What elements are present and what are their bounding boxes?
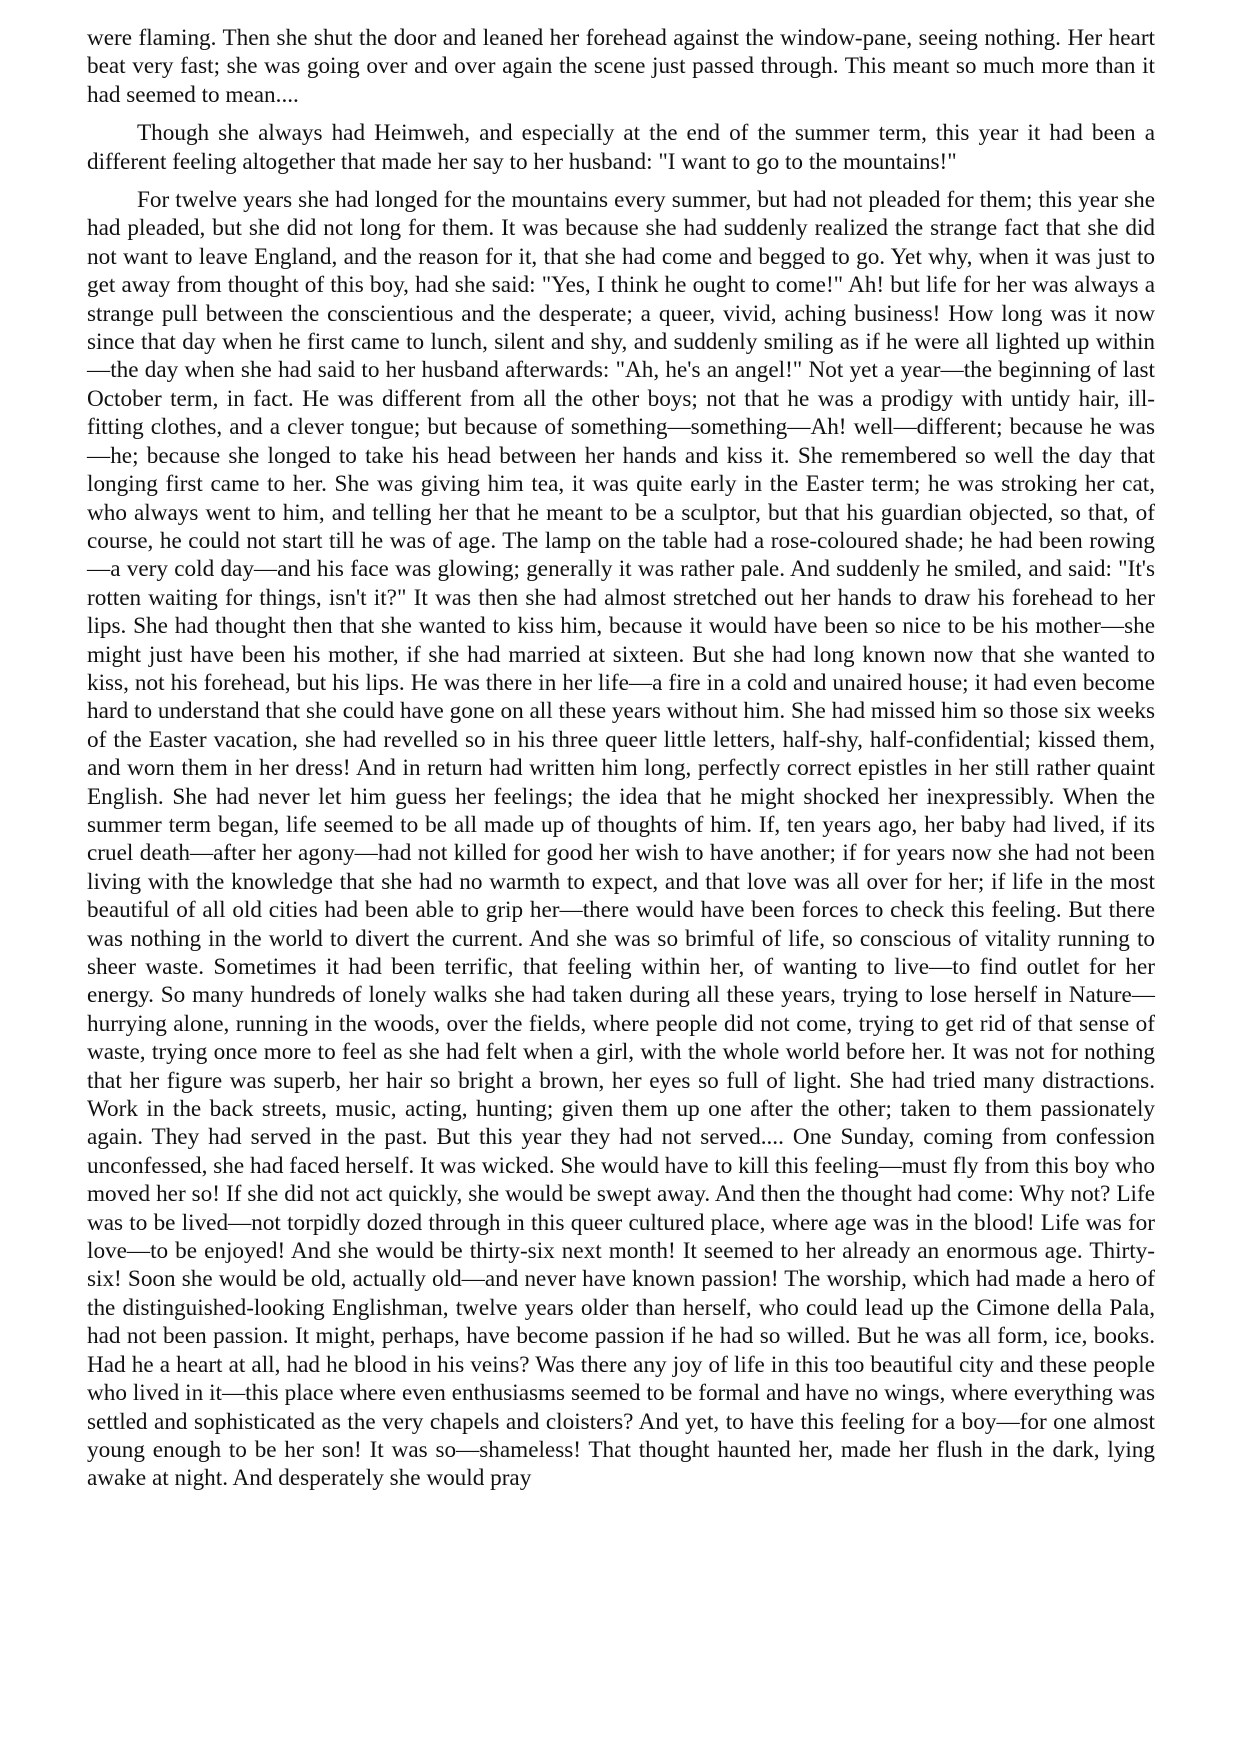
paragraph-2: Though she always had Heimweh, and especially at the end of the summer term, this year it had been a different feeling altogether that made her say to her husband: "I want to go to the mountains!" bbox=[87, 120, 1155, 175]
paragraph-3: For twelve years she had longed for the mountains every summer, but had not pleaded for them; this year she had pleaded, but she did not long for them. It was because she had suddenly realized the strange fact that she did not want to leave England, and the reason for it, that she had come and begged to go. Yet why, when it was just to get away from thought of this boy, had she said: "Yes, I think he ought to come!" Ah! but life for her was always a strange pull between the conscientious and the desperate; a queer, vivid, aching business! How long was it now since that day when he first came to lunch, silent and shy, and suddenly smiling as if he were all lighted up within—the day when she had said to her husband afterwards: "Ah, he's an angel!" Not yet a year—the beginning of last October term, in fact. He was different from all the other boys; not that he was a prodigy with untidy hair, ill-fitting clothes, and a clever tongue; but because of something—something—Ah! well—different; because he was—he; because she longed to take his head between her hands and kiss it. She remembered so well the day that longing first came to her. She was giving him tea, it was quite early in the Easter term; he was stroking her cat, who always went to him, and telling her that he meant to be a sculptor, but that his guardian objected, so that, of course, he could not start till he was of age. The lamp on the table had a rose-coloured shade; he had been rowing—a very cold day—and his face was glowing; generally it was rather pale. And suddenly he smiled, and said: "It's rotten waiting for things, isn't it?" It was then she had almost stretched out her hands to draw his forehead to her lips. She had thought then that she wanted to kiss him, because it would have been so nice to be his mother—she might just have been his mother, if she had married at sixteen. But she had long known now that she wanted to kiss, not his forehead, but his lips. He was there in her life—a fire in a cold and unaired house; it had even become hard to understand that she could have gone on all these years without him. She had missed him so those six weeks of the Easter vacation, she had revelled so in his three queer little letters, half-shy, half-confidential; kissed them, and worn them in her dress! And in return had written him long, perfectly correct epistles in her still rather quaint English. She had never let him guess her feelings; the idea that he might shocked her inexpressibly. When the summer term began, life seemed to be all made up of thoughts of him. If, ten years ago, her baby had lived, if its cruel death—after her agony—had not killed for good her wish to have another; if for years now she had not been living with the knowledge that she had no warmth to expect, and that love was all over for her; if life in the most beautiful of all old cities had been able to grip her—there would have been forces to check this feeling. But there was nothing in the world to divert the current. And she was so brimful of life, so conscious of vitality running to sheer waste. Sometimes it had been terrific, that feeling within her, of wanting to live—to find outlet for her energy. So many hundreds of lonely walks she had taken during all these years, trying to lose herself in Nature—hurrying alone, running in the woods, over the fields, where people did not come, trying to get rid of that sense of waste, trying once more to feel as she had felt when a girl, with the whole world before her. It was not for nothing that her figure was superb, her hair so bright a brown, her eyes so full of light. She had tried many distractions. Work in the back streets, music, acting, hunting; given them up one after the other; taken to them passionately again. They had served in the past. But this year they had not served.... One Sunday, coming from confession unconfessed, she had faced herself. It was wicked. She would have to kill this feeling—must fly from this boy who moved her so! If she did not act quickly, she would be swept away. And then the thought had come: Why not? Life was to be lived—not torpidly dozed through in this queer cultured place, where age was in the blood! Life was for love—to be enjoyed! And she would be thirty-six next month! It seemed to her already an enormous age. Thirty-six! Soon she would be old, actually old—and never have known passion! The worship, which had made a hero of the distinguished-looking Englishman, twelve years older than herself, who could lead up the Cimone della Pala, had not been passion. It might, perhaps, have become passion if he had so willed. But he was all form, ice, books. Had he a heart at all, had he blood in his veins? Was there any joy of life in this too beautiful city and these people who lived in it—this place where even enthusiasms seemed to be formal and have no wings, where everything was settled and sophisticated as the very chapels and cloisters? And yet, to have this feeling for a boy—for one almost young enough to be her son! It was so—shameless! That thought haunted her, made her flush in the dark, lying awake at night. And desperately she would pray bbox=[87, 187, 1155, 1492]
paragraph-1: were flaming. Then she shut the door and leaned her forehead against the window-pane, seeing nothing. Her heart beat very fast; she was going over and over again the scene just passed through. This meant so much more than it had seemed to mean.... bbox=[87, 25, 1155, 108]
document-page bbox=[87, 24, 1155, 1503]
